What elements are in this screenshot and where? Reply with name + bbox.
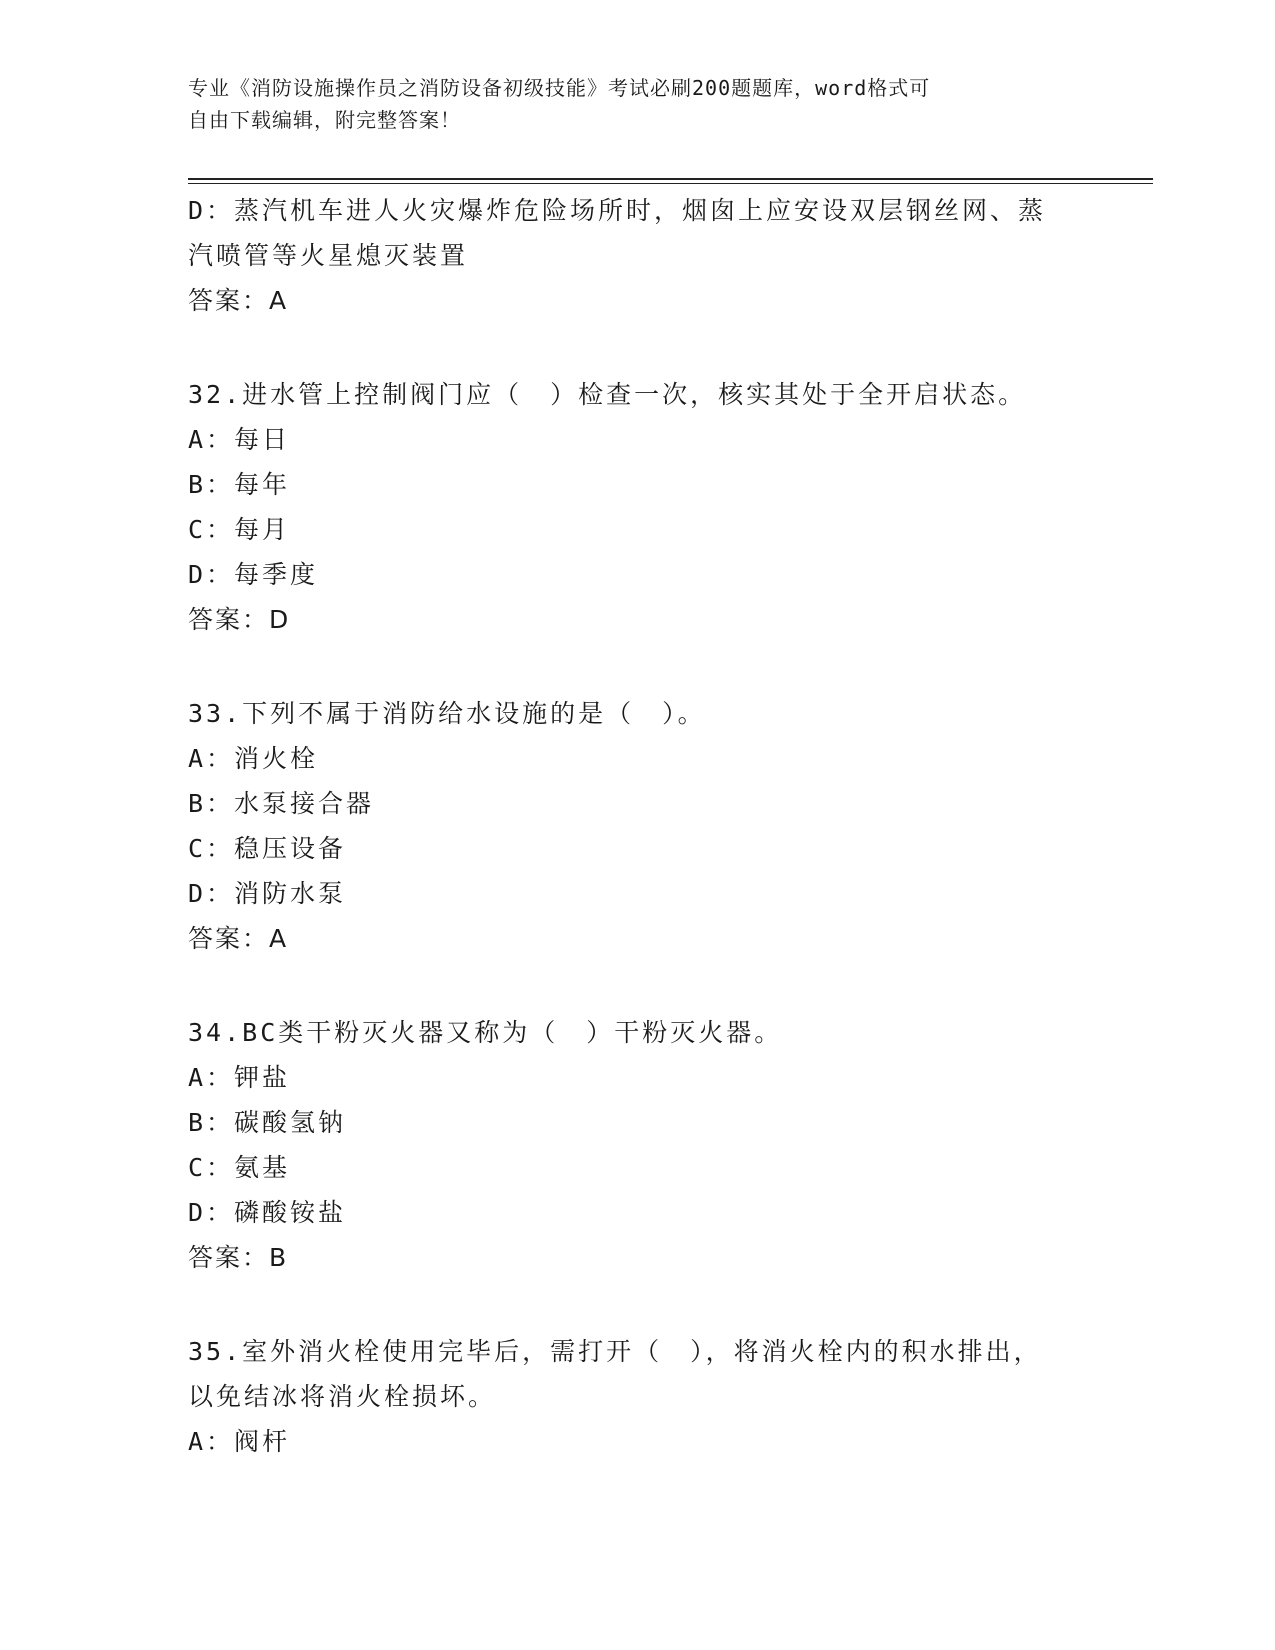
option-b: B：水泵接合器 [188, 789, 375, 818]
option-c: C：氨基 [188, 1153, 291, 1182]
question-stem-continued: 以免结冰将消火栓损坏。 [188, 1382, 497, 1411]
question-stem: 35.室外消火栓使用完毕后，需打开（ ），将消火栓内的积水排出， [188, 1337, 1042, 1366]
header-rule-thin [188, 183, 1153, 184]
question-list [188, 188, 1088, 1464]
option-a: A：消火栓 [188, 744, 319, 773]
question-33 [188, 691, 1088, 961]
question-35 [188, 1329, 1088, 1464]
option-a: A：每日 [188, 425, 291, 454]
option-a: A：钾盐 [188, 1063, 291, 1092]
question-32 [188, 372, 1088, 642]
continued-question [188, 188, 1088, 323]
header-rule-thick [188, 178, 1153, 180]
option-d: D：每季度 [188, 560, 319, 589]
option-d: D：蒸汽机车进人火灾爆炸危险场所时，烟囱上应安设双层钢丝网、蒸 [188, 196, 1047, 225]
answer-line: 答案：A [188, 286, 289, 315]
header-line-1: 专业《消防设施操作员之消防设备初级技能》考试必刷200题题库，word格式可 [188, 76, 931, 100]
question-stem: 33.下列不属于消防给水设施的是（ ）。 [188, 699, 706, 728]
option-a: A：阀杆 [188, 1427, 291, 1456]
option-c: C：稳压设备 [188, 834, 347, 863]
question-stem: 32.进水管上控制阀门应（ ）检查一次，核实其处于全开启状态。 [188, 380, 1027, 409]
option-b: B：碳酸氢钠 [188, 1108, 347, 1137]
answer-line: 答案：D [188, 605, 291, 634]
option-d-continued: 汽喷管等火星熄灭装置 [188, 241, 469, 270]
question-stem: 34.BC类干粉灭火器又称为（ ）干粉灭火器。 [188, 1018, 783, 1047]
question-34 [188, 1010, 1088, 1280]
document-header [188, 72, 1068, 136]
answer-line: 答案：B [188, 1243, 289, 1272]
option-b: B：每年 [188, 470, 291, 499]
option-d: D：磷酸铵盐 [188, 1198, 347, 1227]
option-c: C：每月 [188, 515, 291, 544]
option-d: D：消防水泵 [188, 879, 347, 908]
answer-line: 答案：A [188, 924, 289, 953]
header-line-2: 自由下载编辑，附完整答案！ [188, 108, 461, 132]
